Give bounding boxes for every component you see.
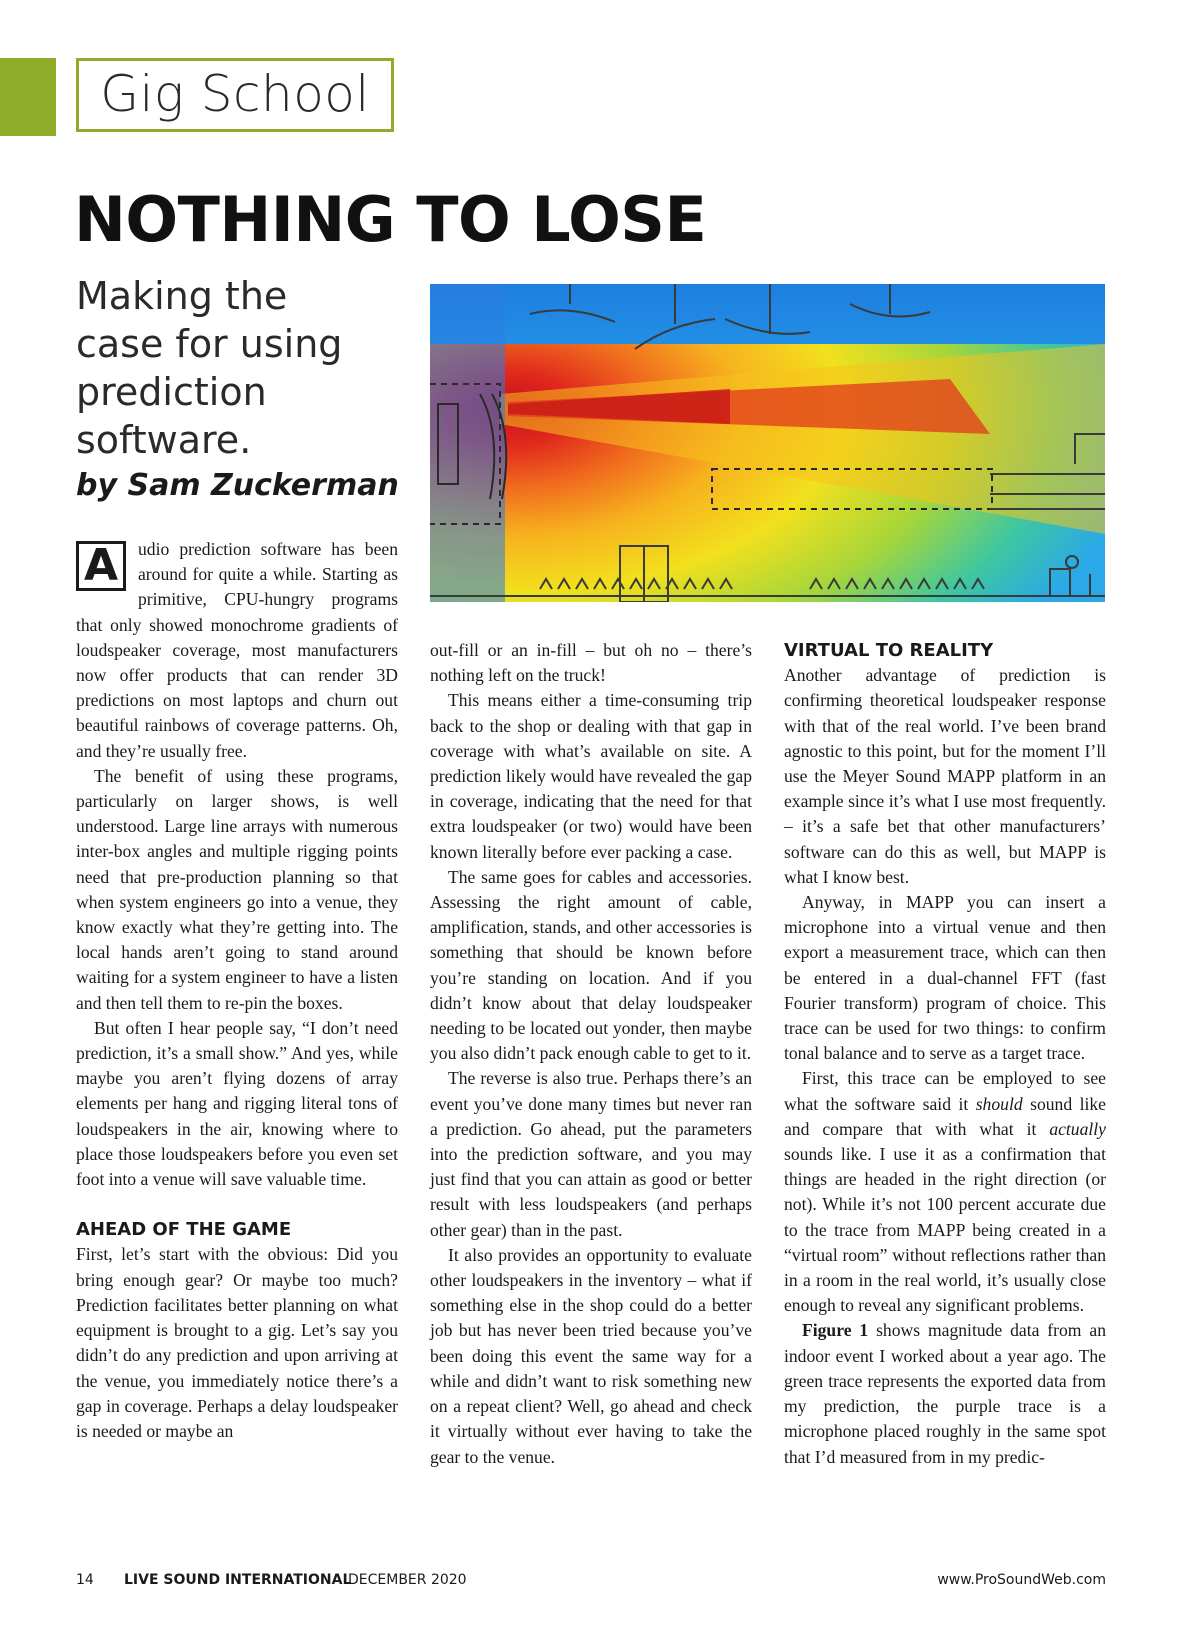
- paragraph: This means either a time-consuming trip back to the shop or dealing with that gap in coverage with what’s available on site. A prediction likely would have revealed the gap in coverage, indicating that the need for that extra loudspeaker (or two) would have been known literally before ever packing a case.: [430, 690, 752, 862]
- article-headline: NOTHING TO LOSE: [74, 183, 707, 256]
- paragraph: udio prediction software has been around for quite a while. Starting as primitive, CPU-hungry programs that only showed monochrome gradients of loudspeaker coverage, most manufacturers now offer products that can render 3D predictions on most laptops and churn out beautiful rainbows of coverage patterns. Oh, and they’re usually free.: [76, 539, 398, 761]
- section-heading: VIRTUAL TO REALITY: [784, 640, 994, 661]
- emphasis: should: [975, 1093, 1023, 1114]
- paragraph: The benefit of using these programs, particularly on larger shows, is well understood. Large line arrays with numerous inter-box angles and multiple rigging points need that pre-production planning so that when system engineers go into a venue, they know exactly what they’re getting into. The local hands aren’t going to stand around waiting for a system engineer to have a listen and then tell them to re-pin the boxes.: [76, 765, 398, 1013]
- article-column-1: [76, 537, 398, 1444]
- paragraph: out-fill or an in-fill – but oh no – there’s nothing left on the truck!: [430, 640, 752, 686]
- article-column-3: [784, 638, 1106, 1470]
- drop-cap: A: [76, 541, 126, 591]
- section-heading: AHEAD OF THE GAME: [76, 1219, 292, 1241]
- page-footer: [76, 1568, 1106, 1592]
- paragraph: Anyway, in MAPP you can insert a microphone into a virtual venue and then export a measurement trace, which can then be entered in a dual-channel FFT (fast Fourier transform) program of choice. This trace can be used for two things: to confirm tonal balance and to serve as a target trace.: [784, 892, 1106, 1064]
- section-label: Gig School: [76, 58, 394, 132]
- paragraph: It also provides an opportunity to evaluate other loudspeakers in the inventory – what if something else in the shop could do a better job but has never been tried because you’ve been doing this event the same way for a while and didn’t want to risk something new on a repeat client? Well, go ahead and check it virtually without ever having to take the gear to the venue.: [430, 1244, 752, 1467]
- article-column-2: [430, 638, 752, 1470]
- paragraph: The reverse is also true. Perhaps there’s an event you’ve done many times but never ran a prediction. Go ahead, put the parameters into the prediction software, and you may just find that you can attain as good or better result with less loudspeakers (and perhaps other gear) than in the past.: [430, 1068, 752, 1240]
- emphasis: actually: [1049, 1118, 1106, 1139]
- article-subtitle: Making the case for using prediction software.: [76, 274, 343, 462]
- magazine-name: LIVE SOUND INTERNATIONAL: [124, 1572, 352, 1588]
- text-run: First, this trace can be employed to see what the software said it: [784, 1068, 1106, 1114]
- website-link[interactable]: www.ProSoundWeb.com: [937, 1572, 1106, 1588]
- paragraph: But often I hear people say, “I don’t need prediction, it’s a small show.” And yes, while maybe you aren’t flying dozens of array elements per hang and rigging literal tons of loudspeakers in the air, knowing where to place those loudspeakers before you even set foot into a venue will save valuable time.: [76, 1017, 398, 1190]
- paragraph: The same goes for cables and accessories. Assessing the right amount of cable, amplification, stands, and other accessories is something that should be known before you’re standing on location. And if you didn’t know about that delay loudspeaker needing to be located out yonder, then maybe you also didn’t pack enough cable to get to it.: [430, 866, 752, 1064]
- page-number: 14: [76, 1572, 94, 1588]
- text-run: sound like and compare that with what it: [784, 1093, 1106, 1139]
- article-byline: by Sam Zuckerman: [76, 468, 399, 503]
- text-run: shows magnitude data from an indoor event I worked about a year ago. The green trace represents the exported data from my prediction, the purple trace is a microphone placed roughly in the same spot that I’d measured from in my predic-: [784, 1320, 1106, 1467]
- paragraph: [784, 1066, 1106, 1318]
- coverage-heatmap-image: [430, 284, 1105, 602]
- issue-date: DECEMBER 2020: [348, 1572, 467, 1588]
- figure-reference: Figure 1: [802, 1320, 869, 1341]
- text-run: sounds like. I use it as a confirmation that things are headed in the right direction (or not). While it’s not 100 percent accurate due to the trace from MAPP being created in a “virtual room” without reflections rather than in a room in the real world, it’s usually close enough to reveal any significant problems.: [784, 1144, 1106, 1316]
- paragraph: First, let’s start with the obvious: Did you bring enough gear? Or maybe too much? Prediction facilitates better planning on what equipment is brought to a gig. Let’s say you didn’t do any prediction and upon arriving at the venue, you immediately notice there’s a gap in coverage. Perhaps a delay loudspeaker is needed or maybe an: [76, 1244, 398, 1441]
- section-color-tab: [0, 58, 56, 136]
- paragraph: Another advantage of prediction is confirming theoretical loudspeaker response with that of the real world. I’ve been brand agnostic to this point, but for the moment I’ll use the Meyer Sound MAPP platform in an example since it’s what I use most frequently. – it’s a safe bet that other manufacturers’ software can do this as well, but MAPP is what I know best.: [784, 665, 1106, 887]
- paragraph: [784, 1318, 1106, 1469]
